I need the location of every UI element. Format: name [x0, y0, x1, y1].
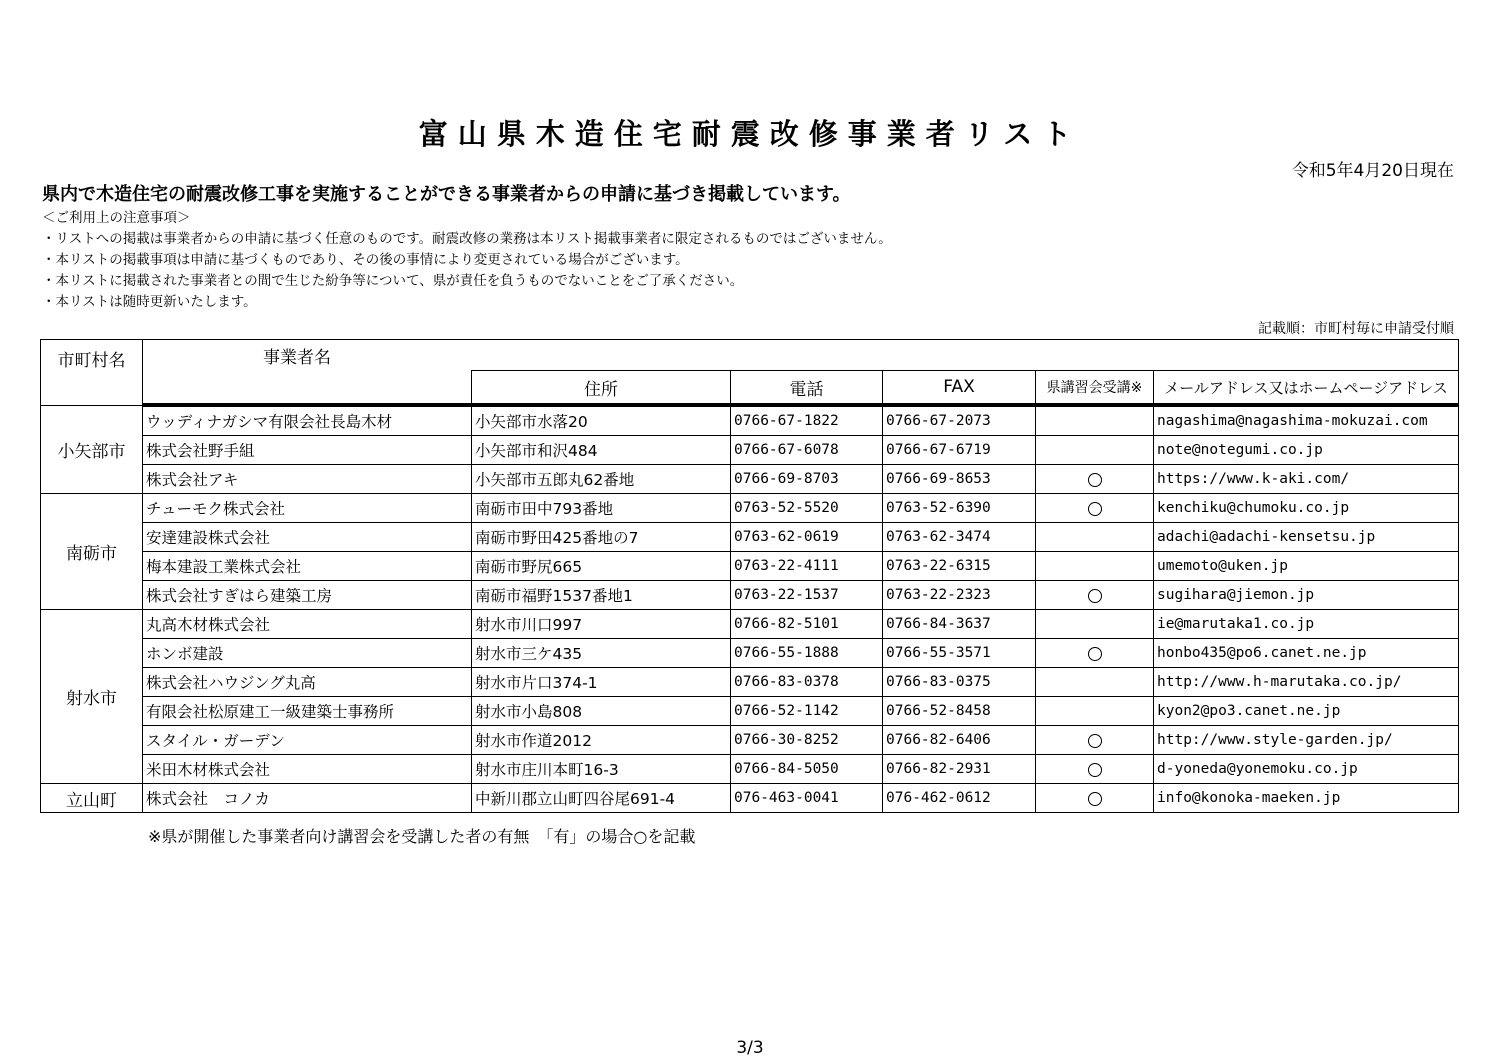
municipality-cell: 小矢部市 [41, 405, 143, 494]
training-cell [1036, 697, 1154, 726]
web-cell: honbo435@po6.canet.ne.jp [1154, 639, 1459, 668]
web-cell: https://www.k-aki.com/ [1154, 465, 1459, 494]
municipality-cell: 射水市 [41, 610, 143, 784]
web-cell: info@konoka-maeken.jp [1154, 784, 1459, 813]
web-cell: adachi@adachi-kensetsu.jp [1154, 523, 1459, 552]
circle-mark-icon [1088, 473, 1102, 487]
training-cell [1036, 405, 1154, 436]
web-cell: note@notegumi.co.jp [1154, 436, 1459, 465]
company-cell: スタイル・ガーデン [143, 726, 472, 755]
circle-mark-icon [1088, 589, 1102, 603]
training-cell [1036, 523, 1154, 552]
company-cell: 有限会社松原建工一級建築士事務所 [143, 697, 472, 726]
table-row [41, 494, 1459, 523]
fax-cell: 0766-55-3571 [883, 639, 1036, 668]
order-note: 記載順：市町村毎に申請受付順 [1258, 321, 1454, 337]
page-number: 3/3 [736, 1038, 764, 1058]
note-item: ・本リストに掲載された事業者との間で生じた紛争等について、県が責任を負うものでないことをご了承ください。 [42, 273, 744, 289]
web-cell: sugihara@jiemon.jp [1154, 581, 1459, 610]
phone-cell: 0766-30-8252 [731, 726, 883, 755]
table-row [41, 405, 1459, 436]
circle-mark-icon [1088, 502, 1102, 516]
company-cell: ホンボ建設 [143, 639, 472, 668]
address-cell: 南砺市福野1537番地1 [472, 581, 731, 610]
lead-text: 県内で木造住宅の耐震改修工事を実施することができる事業者からの申請に基づき掲載しています。 [42, 184, 851, 205]
training-cell [1036, 436, 1154, 465]
phone-cell: 0766-83-0378 [731, 668, 883, 697]
company-cell: チューモク株式会社 [143, 494, 472, 523]
circle-mark-icon [1088, 792, 1102, 806]
company-cell: 安達建設株式会社 [143, 523, 472, 552]
training-cell [1036, 581, 1154, 610]
company-cell: 株式会社アキ [143, 465, 472, 494]
phone-cell: 0766-67-6078 [731, 436, 883, 465]
table-row [41, 465, 1459, 494]
address-cell: 南砺市田中793番地 [472, 494, 731, 523]
address-cell: 小矢部市五郎丸62番地 [472, 465, 731, 494]
usage-notes [42, 208, 892, 313]
company-cell: 株式会社すぎはら建築工房 [143, 581, 472, 610]
fax-cell: 0766-67-2073 [883, 405, 1036, 436]
table-row [41, 668, 1459, 697]
table-row [41, 523, 1459, 552]
note-item: ・本リストの掲載事項は申請に基づくものであり、その後の事情により変更されている場合がございます。 [42, 252, 689, 268]
header-training: 県講習会受講※ [1036, 371, 1154, 406]
training-cell [1036, 552, 1154, 581]
phone-cell: 076-463-0041 [731, 784, 883, 813]
company-cell: 米田木材株式会社 [143, 755, 472, 784]
table-row [41, 610, 1459, 639]
page-title: 富山県木造住宅耐震改修事業者リスト [418, 117, 1082, 151]
training-cell [1036, 668, 1154, 697]
address-cell: 射水市川口997 [472, 610, 731, 639]
note-item: ・本リストは随時更新いたします。 [42, 294, 257, 310]
fax-cell: 0763-52-6390 [883, 494, 1036, 523]
training-cell [1036, 726, 1154, 755]
table-row [41, 697, 1459, 726]
header-address: 住所 [472, 371, 731, 406]
circle-mark-icon [1088, 647, 1102, 661]
training-cell [1036, 610, 1154, 639]
training-cell [1036, 639, 1154, 668]
footnote: ※県が開催した事業者向け講習会を受講した者の有無 「有」の場合○を記載 [148, 827, 696, 846]
table-row [41, 581, 1459, 610]
fax-cell: 0763-62-3474 [883, 523, 1036, 552]
web-cell: d-yoneda@yonemoku.co.jp [1154, 755, 1459, 784]
company-cell: 丸高木材株式会社 [143, 610, 472, 639]
phone-cell: 0766-52-1142 [731, 697, 883, 726]
note-item: ・リストへの掲載は事業者からの申請に基づく任意のものです。耐震改修の業務は本リスト掲載事業者に限定されるものではございません。 [42, 231, 892, 247]
table-body [41, 405, 1459, 813]
phone-cell: 0766-67-1822 [731, 405, 883, 436]
address-cell: 中新川郡立山町四谷尾691-4 [472, 784, 731, 813]
header-fax: FAX [883, 371, 1036, 406]
contractor-table [40, 339, 1459, 813]
phone-cell: 0763-22-1537 [731, 581, 883, 610]
table-row [41, 436, 1459, 465]
fax-cell: 076-462-0612 [883, 784, 1036, 813]
web-cell: umemoto@uken.jp [1154, 552, 1459, 581]
training-cell [1036, 755, 1154, 784]
fax-cell: 0763-22-2323 [883, 581, 1036, 610]
phone-cell: 0766-55-1888 [731, 639, 883, 668]
circle-mark-icon [1088, 763, 1102, 777]
address-cell: 射水市庄川本町16-3 [472, 755, 731, 784]
company-cell: 梅本建設工業株式会社 [143, 552, 472, 581]
fax-cell: 0766-82-6406 [883, 726, 1036, 755]
fax-cell: 0766-67-6719 [883, 436, 1036, 465]
address-cell: 南砺市野尻665 [472, 552, 731, 581]
table-row [41, 726, 1459, 755]
company-cell: 株式会社 コノカ [143, 784, 472, 813]
municipality-cell: 南砺市 [41, 494, 143, 610]
table-row [41, 755, 1459, 784]
phone-cell: 0766-82-5101 [731, 610, 883, 639]
phone-cell: 0763-52-5520 [731, 494, 883, 523]
phone-cell: 0763-22-4111 [731, 552, 883, 581]
header-web: メールアドレス又はホームページアドレス [1154, 371, 1459, 406]
fax-cell: 0766-52-8458 [883, 697, 1036, 726]
training-cell [1036, 784, 1154, 813]
phone-cell: 0763-62-0619 [731, 523, 883, 552]
fax-cell: 0763-22-6315 [883, 552, 1036, 581]
table-row [41, 639, 1459, 668]
municipality-cell: 立山町 [41, 784, 143, 813]
header-company-blank [143, 371, 472, 406]
address-cell: 射水市三ケ435 [472, 639, 731, 668]
web-cell: kenchiku@chumoku.co.jp [1154, 494, 1459, 523]
address-cell: 南砺市野田425番地の7 [472, 523, 731, 552]
fax-cell: 0766-69-8653 [883, 465, 1036, 494]
header-company: 事業者名 [143, 340, 1459, 371]
header-phone: 電話 [731, 371, 883, 406]
address-cell: 射水市小島808 [472, 697, 731, 726]
address-cell: 射水市片口374-1 [472, 668, 731, 697]
training-cell [1036, 465, 1154, 494]
phone-cell: 0766-69-8703 [731, 465, 883, 494]
as-of-date: 令和5年4月20日現在 [1291, 161, 1454, 181]
web-cell: nagashima@nagashima-mokuzai.com [1154, 405, 1459, 436]
address-cell: 射水市作道2012 [472, 726, 731, 755]
table-row [41, 784, 1459, 813]
company-cell: ウッディナガシマ有限会社長島木材 [143, 405, 472, 436]
notes-heading: ＜ご利用上の注意事項＞ [42, 210, 191, 226]
header-municipality: 市町村名 [41, 340, 143, 406]
fax-cell: 0766-84-3637 [883, 610, 1036, 639]
fax-cell: 0766-83-0375 [883, 668, 1036, 697]
company-cell: 株式会社ハウジング丸高 [143, 668, 472, 697]
web-cell: ie@marutaka1.co.jp [1154, 610, 1459, 639]
training-cell [1036, 494, 1154, 523]
circle-mark-icon [1088, 734, 1102, 748]
address-cell: 小矢部市和沢484 [472, 436, 731, 465]
web-cell: kyon2@po3.canet.ne.jp [1154, 697, 1459, 726]
company-cell: 株式会社野手組 [143, 436, 472, 465]
address-cell: 小矢部市水落20 [472, 405, 731, 436]
web-cell: http://www.style-garden.jp/ [1154, 726, 1459, 755]
web-cell: http://www.h-marutaka.co.jp/ [1154, 668, 1459, 697]
fax-cell: 0766-82-2931 [883, 755, 1036, 784]
table-row [41, 552, 1459, 581]
phone-cell: 0766-84-5050 [731, 755, 883, 784]
